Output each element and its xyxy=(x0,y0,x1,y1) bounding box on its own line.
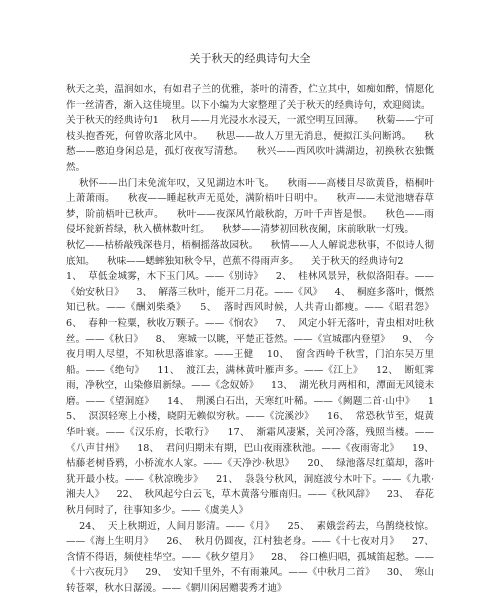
document-title: 关于秋天的经典诗句大全 xyxy=(189,52,311,65)
document-body: 秋天之美，温润如水，有如君子兰的优雅，茶叶的清香，伫立其中，如痴如醉，情愿化作一丝清香，渐入这佳境里。以下小编为大家整理了关于秋天的经典诗句，欢迎阅读。 关于秋天的经典诗句1 秋月——月光浸水水浸天，一派空明互回薄。 秋菊——宁可枝头抱香死，何曾吹落北风中。 秋思——故人万里无消息，便拟江头问断鸿。 秋愁——憨迫身闲总是，孤灯夜夜写清愁。 秋兴——西风吹叶满湖边，初换秋衣独慨然。 秋怀——出门未免流年叹，又见湖边木叶飞。 秋雨——高楼目尽欲黄昏，梧桐叶上萧萧雨。 秋夜——睡起秋声无觅处，满阶梧叶日明中。 秋声——未觉池塘春草梦，阶前梧叶已秋声。 秋叶——夜深风竹敲秋韵，万叶千声皆是恨。 秋色——雨侵坏瓮新苔绿，秋入横林数叶红。 秋梦——清梦初回秋夜阑，床前耿耿一灯残。 秋忆——枯桥敲残深巷月，梧桐摇落故园秋。 秋情——人人解说悲秋事，不似诗人彻底知。 秋味——蟋蟀独知秋令早，芭蕉不得雨声多。 关于秋天的经典诗句2 1、 草低金城雾，木下玉门风。——《别诗》 2、 桂林风景异，秋似洛阳春。——《始安秋日》 3、 解落三秋叶，能开二月花。——《风》 4、 桐庭多落叶，慨然知已秋。——《酬刘柴桑》 5、 落时西风时候，人共青山都瘦。——《昭君怨》 6、 春种一粒粟，秋收万颗子。——《悯农》 7、 风定小轩无落叶，青虫相对吐秋丝。——《秋日》 8、 寒城一以眺，平楚正苍然。——《宣城郡内登望》 9、 今夜月明人尽望，不知秋思落谁家。——王健 10、 窗含西岭千秋雪，门泊东吴万里船。——《绝句》 11、 渡江去，满林黄叶雁声多。——《江上》 12、 断虹霁雨，净秋空，山染修眉新绿。——《念奴娇》 13、 湖光秋月两相和，潭面无风镜未磨。——《望洞庭》 14、 荆溪白石出，天寒红叶稀。——《阙题二首·山中》 15、 溟溟轻寒上小楼，晓阴无赖似穷秋。——《浣溪沙》 16、 常恐秋节至，焜黄华叶衰。——《汉乐府，长歌行》 17、 渐霜风凄紧，关河冷落，残照当楼。——《八声甘州》 18、 君问归期未有期，巴山夜雨涨秋池。——《夜雨寄北》 19、 枯藤老树昏鸦，小桥流水人家。——《天净沙·秋思》 20、 绿池落尽红蕖却，落叶犹开最小枝。——《秋凉晚步》 21、 袅袅兮秋风，洞庭波兮木叶下。——《九歌·湘夫人》 22、 秋风起兮白云飞，草木黄落兮雁南归。——《秋风辞》 23、 春花秋月何时了，往事知多少。——《虞美人》 24、 天上秋期近，人间月影清。——《月》 25、 素娥尝药去，乌鹊绕枝惊。——《海上生明月》 26、 秋月仍圆夜，江村独老身。——《十七夜对月》 27、 含情不得语，频使桂华空。——《秋夕望月》 28、 谷口樵归唱，孤城笛起愁。——《十六夜玩月》 29、 安知千里外，不有雨兼风。——《中秋月二首》 30、 寒山转苍翠，秋水日潺湲。——《辋川闲居赠裴秀才迪》 xyxy=(66,84,435,594)
